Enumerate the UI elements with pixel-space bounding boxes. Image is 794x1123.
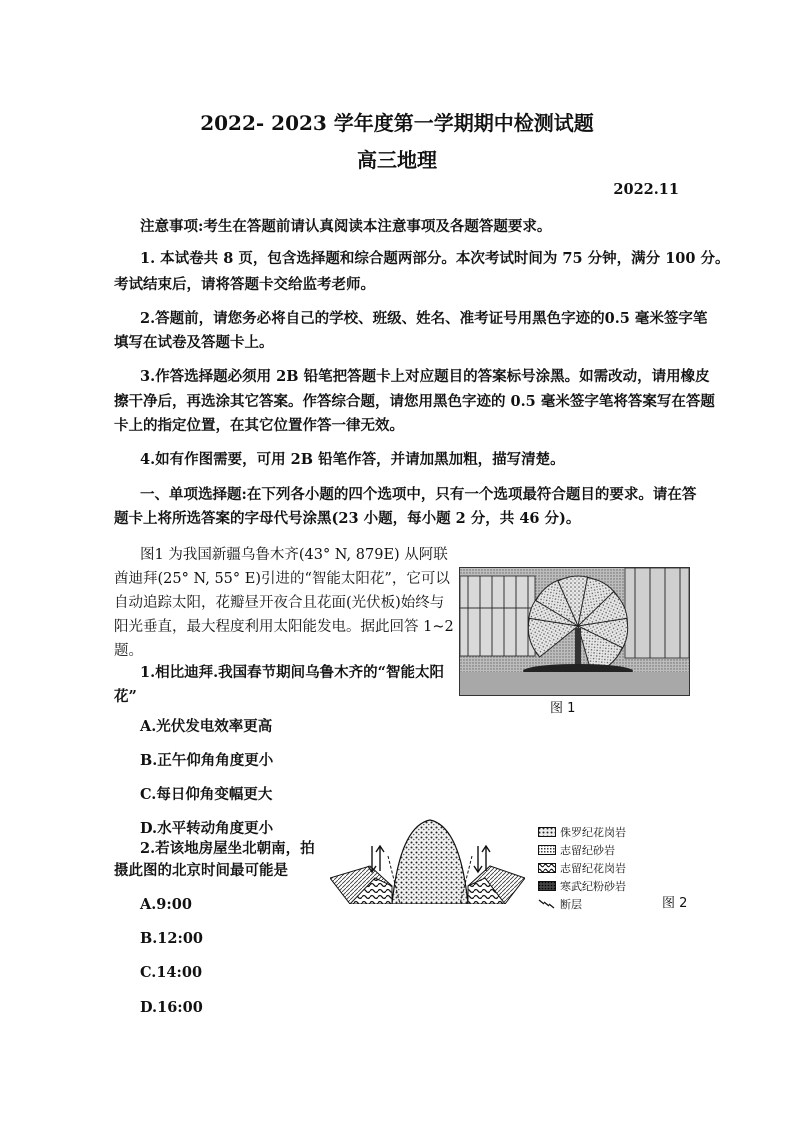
notice-item-3: 3.作答选择题必须用 2B 铅笔把答题卡上对应题目的答案标号涂黑。如需改动，请用橡皮 xyxy=(140,368,710,385)
figure-1-photo xyxy=(459,567,690,696)
question-2-option-a: A.9:00 xyxy=(140,896,192,913)
siltstone-swatch-icon xyxy=(538,881,556,891)
notice-item-2-cont: 填写在试卷及答题卡上。 xyxy=(114,334,274,351)
question-1-option-b: B.正午仰角角度更小 xyxy=(140,752,274,769)
legend-item-jurassic-granite: 侏罗纪花岗岩 xyxy=(538,824,626,840)
granite-swatch-icon xyxy=(538,827,556,837)
notice-item-4: 4.如有作图需要，可用 2B 铅笔作答，并请加黑加粗，描写清楚。 xyxy=(140,451,565,468)
exam-date: 2022.11 xyxy=(613,181,679,198)
notice-item-1-cont: 考试结束后，请将答题卡交给监考老师。 xyxy=(114,276,375,293)
question-1-stem-cont: 花” xyxy=(114,688,137,705)
notice-heading: 注意事项:考生在答题前请认真阅读本注意事项及各题答题要求。 xyxy=(140,218,552,235)
wave-swatch-icon xyxy=(538,863,556,873)
intro-line-3: 自动追踪太阳，花瓣昼开夜合且花面(光伏板)始终与 xyxy=(114,595,445,611)
section-instruction-cont: 题卡上将所选答案的字母代号涂黑(23 小题，每小题 2 分，共 46 分)。 xyxy=(114,510,581,527)
intro-line-4: 阳光垂直，最大程度利用太阳能发电。据此回答 1~2 xyxy=(114,619,454,635)
intro-line-5: 题。 xyxy=(114,643,143,659)
exam-subtitle: 高三地理 xyxy=(357,148,437,172)
question-2-stem-cont: 摄此图的北京时间最可能是 xyxy=(114,862,288,879)
intro-line-2: 酋迪拜(25° N, 55° E)引进的“智能太阳花”，它可以 xyxy=(114,571,450,587)
notice-item-3-cont2: 卡上的指定位置，在其它位置作答一律无效。 xyxy=(114,417,404,434)
figure-2-caption: 图 2 xyxy=(662,896,688,911)
legend-item-silurian-sandstone: 志留纪砂岩 xyxy=(538,842,626,858)
fault-swatch-icon xyxy=(538,899,556,909)
question-1-option-c: C.每日仰角变幅更大 xyxy=(140,786,273,803)
question-2-option-d: D.16:00 xyxy=(140,999,203,1016)
question-1-stem: 1.相比迪拜.我国春节期间乌鲁木齐的“智能太阳 xyxy=(140,664,445,681)
notice-item-2: 2.答题前，请您务必将自己的学校、班级、姓名、准考证号用黑色字迹的0.5 毫米签字笔 xyxy=(140,310,708,327)
figure-2-cross-section xyxy=(330,816,525,904)
notice-item-1: 1. 本试卷共 8 页，包含选择题和综合题两部分。本次考试时间为 75 分钟，满分 100 分。 xyxy=(140,250,730,267)
question-2-stem: 2.若该地房屋坐北朝南，拍 xyxy=(140,840,315,857)
question-1-option-a: A.光伏发电效率更高 xyxy=(140,718,273,735)
notice-item-3-cont: 擦干净后，再选涂其它答案。作答综合题，请您用黑色字迹的 0.5 毫米签字笔将答案写在答题 xyxy=(114,393,715,410)
legend-item-silurian-granite: 志留纪花岗岩 xyxy=(538,860,626,876)
legend-item-cambrian-siltstone: 寒武纪粉砂岩 xyxy=(538,878,626,894)
exam-title: 2022- 2023 学年度第一学期期中检测试题 xyxy=(200,111,594,135)
question-2-option-c: C.14:00 xyxy=(140,964,203,981)
section-instruction: 一、单项选择题:在下列各小题的四个选项中，只有一个选项最符合题目的要求。请在答 xyxy=(140,486,697,503)
figure-1-caption: 图 1 xyxy=(550,701,576,716)
intro-line-1: 图1 为我国新疆乌鲁木齐(43° N, 879E) 从阿联 xyxy=(140,547,448,563)
sandstone-swatch-icon xyxy=(538,845,556,855)
legend-item-fault: 断层 xyxy=(538,896,626,912)
question-2-option-b: B.12:00 xyxy=(140,930,204,947)
question-1-option-d: D.水平转动角度更小 xyxy=(140,820,274,837)
figure-2-legend xyxy=(538,824,626,912)
